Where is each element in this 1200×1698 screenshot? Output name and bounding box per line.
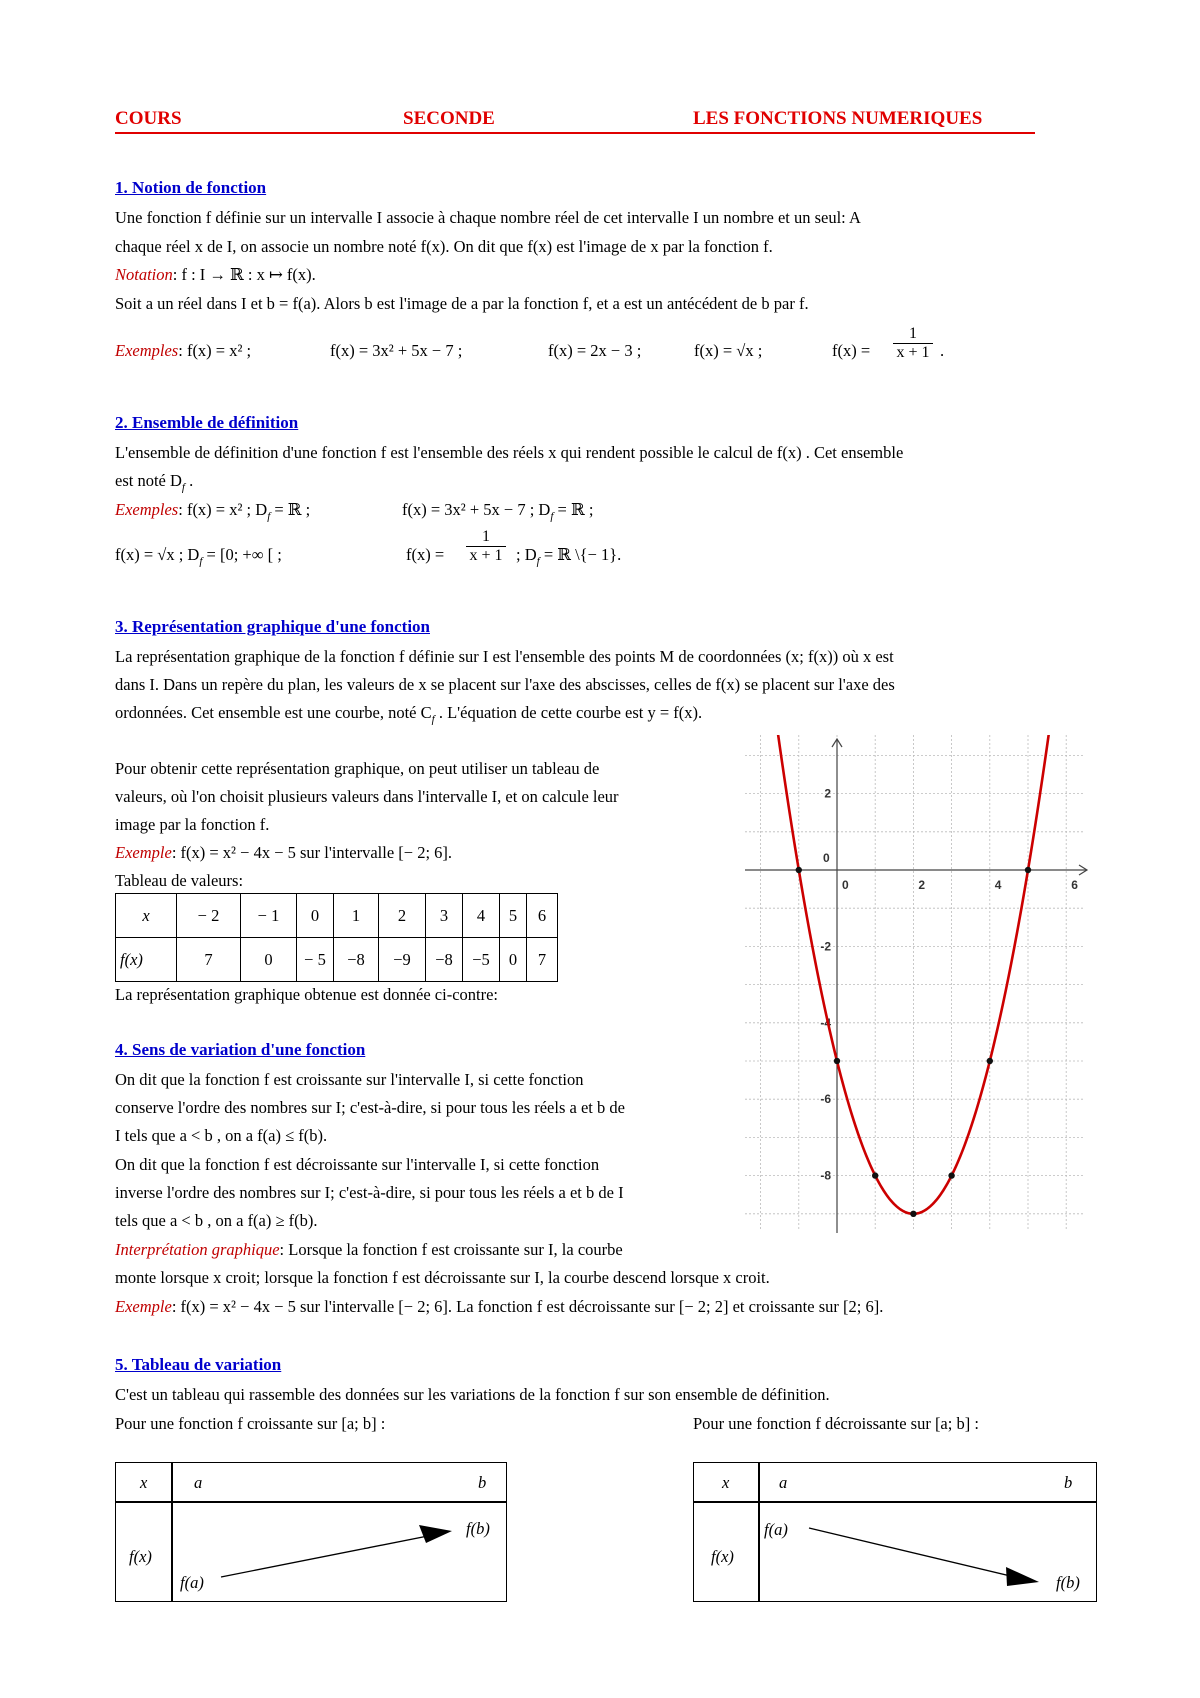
table-header-x: x (116, 894, 177, 938)
s1-examples (115, 341, 251, 361)
table-cell: 1 (334, 894, 379, 938)
s2-example-4-rest: ; $D_f$ = ℝ \{− 1}. (516, 545, 622, 568)
fraction-denominator: x + 1 (469, 547, 503, 564)
header-rule (115, 132, 1035, 134)
variation-table-decreasing (693, 1462, 1097, 1602)
s3-para2-line2: valeurs, où l'on choisit plusieurs valeurs dans l'intervalle I, et on calcule leur (115, 787, 619, 806)
notation-text: : f : I → ℝ : x ↦ f(x). (172, 265, 316, 284)
table-row (116, 894, 558, 938)
table-cell: 5 (500, 894, 527, 938)
s1-example-1: : f(x) = x² ; (178, 341, 252, 360)
section-1-title: 1. Notion de fonction (115, 178, 267, 197)
y-tick-label: 2 (824, 786, 831, 801)
data-point (987, 1058, 993, 1064)
data-point (948, 1172, 954, 1178)
y-tick-label: -4 (820, 1015, 831, 1030)
function-graph (745, 735, 1095, 1255)
s1-example-5-end: . (940, 341, 945, 360)
table-cell: − 2 (177, 894, 241, 938)
header-center: SECONDE (403, 108, 495, 129)
table-cell: − 5 (297, 938, 334, 982)
header-left: COURS (115, 108, 182, 129)
y-tick-label: -2 (820, 939, 831, 954)
section-5-title: 5. Tableau de variation (115, 1355, 282, 1374)
y-tick-label: 0 (823, 851, 830, 865)
table-cell: 3 (426, 894, 463, 938)
y-tick-label: -6 (820, 1092, 831, 1107)
table-cell: 2 (379, 894, 426, 938)
s2-para-line2: est noté $D_f$ . (115, 471, 194, 494)
s5-para: C'est un tableau qui rassemble des données sur les variations de la fonction f sur son ensemble de définition. (115, 1385, 830, 1404)
parabola-curve (771, 735, 1055, 1214)
examples-label: Exemples (115, 341, 179, 360)
s1-example-5-fraction (893, 325, 933, 362)
data-point (796, 867, 802, 873)
s3-para2-line1: Pour obtenir cette représentation graphique, on peut utiliser un tableau de (115, 759, 600, 778)
s4-line4: On dit que la fonction f est décroissante sur l'intervalle I, si cette fonction (115, 1155, 600, 1174)
table-cell: −9 (379, 938, 426, 982)
s1-example-4: f(x) = √x ; (694, 341, 763, 360)
s3-para-line2: dans I. Dans un repère du plan, les valeurs de x se placent sur l'axe des abscisses, celles de f(x) se placent sur l'axe des (115, 675, 895, 694)
data-point (1025, 867, 1031, 873)
table-cell: − 1 (241, 894, 297, 938)
vt-b-label: b (1064, 1473, 1073, 1492)
vt-fb-label: f(b) (466, 1519, 490, 1538)
notation-label: Notation (115, 265, 173, 284)
s2-examples-1: Exemples: f(x) = x² ; $D_f$ = ℝ ; (115, 500, 311, 523)
table-cell: 4 (463, 894, 500, 938)
table-cell: 6 (527, 894, 558, 938)
s2-example-4-lhs: f(x) = (406, 545, 445, 564)
x-tick-label: 4 (994, 878, 1002, 892)
s2-example-3: f(x) = √x ; $D_f = [0$; +∞ [ ; (115, 545, 282, 568)
s3-para2-line3: image par la fonction f. (115, 815, 270, 834)
data-point (872, 1172, 878, 1178)
s1-example-5-lhs: f(x) = (832, 341, 871, 360)
vt-fb-label: f(b) (1056, 1573, 1080, 1592)
table-row (116, 938, 558, 982)
vt-fx-label: f(x) (129, 1547, 152, 1566)
fraction-numerator: 1 (909, 325, 917, 342)
vt-a-label: a (194, 1473, 203, 1492)
s4-example: Exemple: f(x) = x² − 4x − 5 sur l'intervalle [− 2; 6]. La fonction f est décroissante sur [− 2; 2] et croissante sur [2; 6]. (115, 1297, 884, 1316)
table-cell: 0 (241, 938, 297, 982)
table-cell: 7 (527, 938, 558, 982)
s2-para-line1: L'ensemble de définition d'une fonction f est l'ensemble des réels x qui rendent possible le calcul de f(x) . Cet ensemble (115, 443, 904, 462)
s3-after-table: La représentation graphique obtenue est donnée ci-contre: (115, 985, 499, 1004)
s4-line7: Interprétation graphique: Lorsque la fonction f est croissante sur I, la courbe (115, 1240, 623, 1259)
s5-right-caption: Pour une fonction f décroissante sur [a; b] : (693, 1414, 979, 1433)
s1-para-line1: Une fonction f définie sur un intervalle I associe à chaque nombre réel de cet intervalle I un nombre et un seul: A (115, 208, 861, 227)
section-3-title: 3. Représentation graphique d'une fonction (115, 617, 430, 636)
increasing-arrow (116, 1463, 506, 1601)
s3-table-caption: Tableau de valeurs: (115, 871, 244, 890)
vt-x-label: x (140, 1473, 148, 1492)
s1-example-2: f(x) = 3x² + 5x − 7 ; (330, 341, 463, 360)
s1-example-3: f(x) = 2x − 3 ; (548, 341, 642, 360)
s1-para-line2: chaque réel x de I, on associe un nombre noté f(x). On dit que f(x) est l'image de x par la fonction f. (115, 237, 773, 256)
vt-b-label: b (478, 1473, 487, 1492)
s5-left-caption: Pour une fonction f croissante sur [a; b] : (115, 1414, 386, 1433)
table-cell: −5 (463, 938, 500, 982)
table-cell: −8 (334, 938, 379, 982)
x-tick-label: 2 (918, 878, 926, 892)
s1-para2: Soit a un réel dans I et b = f(a). Alors b est l'image de a par la fonction f, et a est un antécédent de b par f. (115, 294, 809, 313)
vt-a-label: a (779, 1473, 788, 1492)
header-right: LES FONCTIONS NUMERIQUES (693, 108, 983, 129)
s4-line6: tels que a < b , on a f(a) ≥ f(b). (115, 1211, 318, 1230)
s3-para-line1: La représentation graphique de la fonction f définie sur I est l'ensemble des points M de coordonnées (x; f(x)) où x est (115, 647, 894, 666)
table-cell: 7 (177, 938, 241, 982)
vt-fa-label: f(a) (764, 1520, 788, 1539)
s4-line8: monte lorsque x croit; lorsque la fonction f est décroissante sur I, la courbe descend lorsque x croit. (115, 1268, 770, 1287)
table-cell: 0 (297, 894, 334, 938)
section-2-title: 2. Ensemble de définition (115, 413, 299, 432)
table-cell: 0 (500, 938, 527, 982)
vt-x-label: x (722, 1473, 730, 1492)
values-table (115, 893, 558, 982)
table-header-fx: f(x) (116, 938, 177, 982)
s4-line2: conserve l'ordre des nombres sur I; c'est-à-dire, si pour tous les réels a et b de (115, 1098, 625, 1117)
decreasing-arrow (694, 1463, 1096, 1601)
data-point (910, 1211, 916, 1217)
fraction-numerator: 1 (482, 528, 490, 545)
s4-line3: I tels que a < b , on a f(a) ≤ f(b). (115, 1126, 328, 1145)
s3-example: Exemple: f(x) = x² − 4x − 5 sur l'intervalle [− 2; 6]. (115, 843, 453, 862)
table-cell: −8 (426, 938, 463, 982)
s2-example-2: f(x) = 3x² + 5x − 7 ; $D_f$ = ℝ ; (402, 500, 594, 523)
x-tick-label: 0 (842, 878, 849, 892)
fraction-denominator: x + 1 (896, 344, 930, 361)
variation-table-increasing (115, 1462, 507, 1602)
s3-para-line3: ordonnées. Cet ensemble est une courbe, noté $C_f$ . L'équation de cette courbe est y = f(x). (115, 703, 703, 726)
x-tick-label: 6 (1071, 878, 1078, 892)
vt-fx-label: f(x) (711, 1547, 734, 1566)
s4-line1: On dit que la fonction f est croissante sur l'intervalle I, si cette fonction (115, 1070, 584, 1089)
data-point (834, 1058, 840, 1064)
s4-line5: inverse l'ordre des nombres sur I; c'est-à-dire, si pour tous les réels a et b de I (115, 1183, 624, 1202)
section-4-title: 4. Sens de variation d'une fonction (115, 1040, 366, 1059)
vt-fa-label: f(a) (180, 1573, 204, 1592)
s1-notation (115, 265, 316, 285)
y-tick-label: -8 (820, 1168, 831, 1183)
s2-example-4-fraction (466, 528, 506, 565)
